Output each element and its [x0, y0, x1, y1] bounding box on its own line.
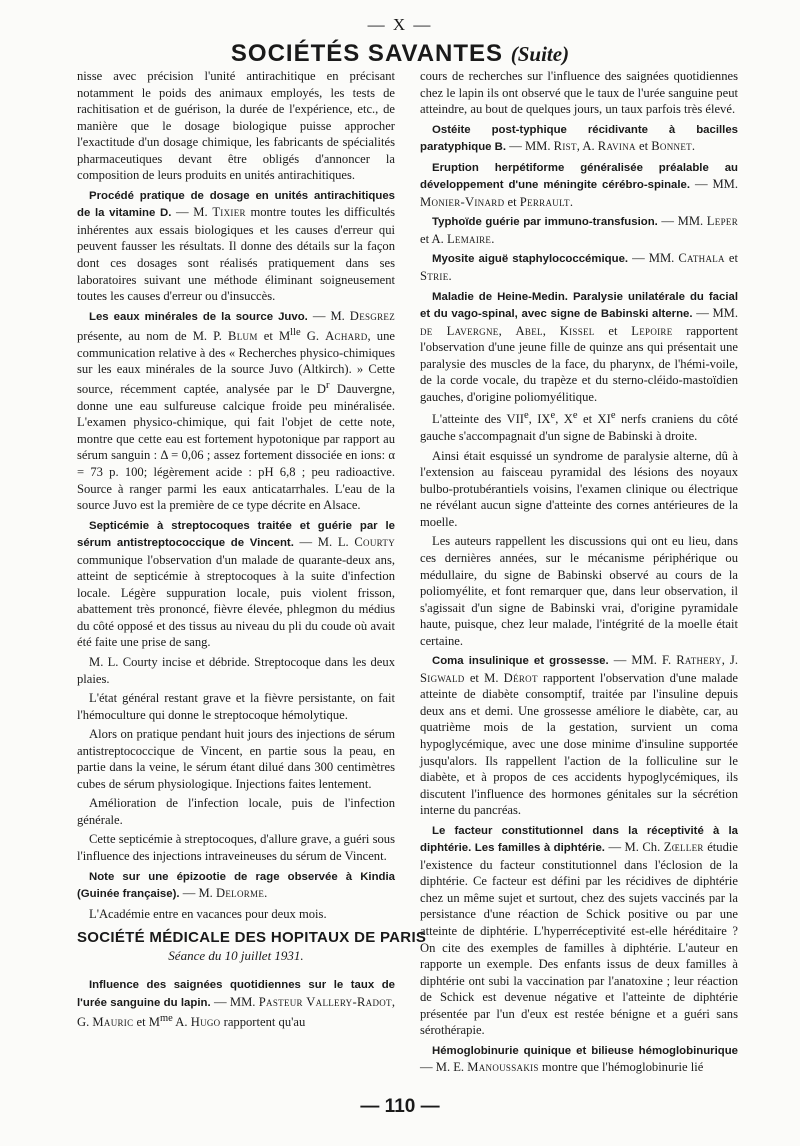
report-title: Coma insulinique et grossesse. — [432, 655, 609, 668]
paragraph: Cette septicémie à streptocoques, d'allure grave, a guéri sous l'influence des injections intraveineuses du sérum de Vincent. — [77, 832, 395, 863]
page-number: — 110 — — [360, 1096, 440, 1117]
paragraph: Ainsi était esquissé un syndrome de paralysie alterne, dû à l'extension au faisceau pyramidal des lésions des noyaux bulbo-protubérantiels voisins, l'examen clinique ou électrique ne révélant aucun signe d'atteinte des cornes antérieures de la moelle. — [420, 448, 738, 529]
report-title: Eruption herpétiforme généralisée préalable au développement d'une méningite cérébro-spinale. — [420, 161, 738, 192]
left-column — [77, 68, 427, 1034]
author-name: Mauric — [92, 1015, 134, 1030]
author-name: Delorme — [215, 886, 265, 901]
author-name: Sigwald — [420, 670, 465, 685]
session-date: Séance du 10 juillet 1931. — [168, 947, 304, 963]
author-name: Manoussakis — [467, 1060, 539, 1075]
section-heading: SOCIÉTÉ MÉDICALE DES HOPITAUX DE PARIS — [77, 929, 427, 947]
report-title: Le facteur constitutionnel dans la réceptivité à la diphtérie. Les familles à diphtérie. — [420, 824, 738, 855]
paragraph: Amélioration de l'infection locale, puis de l'infection générale. — [77, 796, 395, 827]
author-name: Rathery — [676, 653, 722, 668]
paragraph: Influence des saignées quotidiennes sur le taux de l'urée sanguine du lapin. — MM. Pasteur Vallery-Radot, G. Mauric et $M^{me}$ A. Hugo rapportent qu'au — [77, 979, 395, 1030]
page-title-main: SOCIÉTÉS SAVANTES — [230, 40, 504, 67]
author-name: Monier-Vinard — [420, 194, 505, 209]
author-name: Desgrez — [349, 308, 395, 323]
author-name: Cathala — [678, 251, 725, 266]
header-section-number: — X — — [367, 15, 433, 34]
author-name: Achard — [325, 329, 368, 344]
report-title: Typhoïde guérie par immuno-transfusion. — [432, 216, 658, 229]
page-title — [0, 40, 800, 68]
paragraph: Procédé pratique de dosage en unités antirachitiques de la vitamine D. — M. Tixier montre toutes les difficultés inhérentes aux essais biologiques et les causes d'erreur qui peuvent fausser les résultats. Il donne des détails sur la façon dont ces dosages sont réalisés pratiquement dans ses laboratoires suivant une méthode éliminant soigneusement toutes les causes d'erreur ou d'insuccès. — [77, 189, 395, 304]
report-title: Hémoglobinurie quinique et bilieuse hémoglobinurique — [432, 1044, 738, 1057]
author-name: Tixier — [212, 205, 246, 220]
paragraph: Eruption herpétiforme généralisée préalable au développement d'une méningite cérébro-spinale. — MM. Monier-Vinard et Perrault. — [420, 161, 739, 209]
author-name: Courty — [354, 535, 396, 550]
paragraph: Myosite aiguë staphylococcémique. — MM. Cathala et Strie. — [420, 251, 738, 284]
author-name: Ravina — [597, 139, 636, 154]
report-title: Septicémie à streptocoques traitée et guérie par le sérum antistreptococcique de Vincent. — [77, 519, 395, 550]
paragraph: M. L. Courty incise et débride. Streptocoque dans les deux plaies. — [77, 654, 395, 686]
paragraph: Les auteurs rappellent les discussions qui ont eu lieu, dans ces dernières années, sur le mécanisme périphérique ou médullaire, du signe de Babinski observé au cours de la poliomyélite, et font remarquer que, dans leur observation, il s'agissait d'un signe de Babinski vrai, d'origine pyramidale haute, puisque, chez leur malade, l'intégrité de la moelle était certaine. — [420, 534, 738, 648]
report-title: Procédé pratique de dosage en unités antirachitiques de la vitamine D. — [77, 189, 395, 220]
author-name: Lemaire — [446, 231, 492, 246]
paragraph: L'état général restant grave et la fièvre persistante, on fait l'hémoculture qui donne le streptocoque hémolytique. — [77, 691, 395, 722]
paragraph: L'Académie entre en vacances pour deux mois. — [89, 906, 327, 921]
author-name: Perrault — [519, 194, 570, 209]
author-name: Lepoire — [631, 323, 673, 338]
paragraph: Maladie de Heine-Medin. Paralysie unilatérale du facial et du vago-spinal, avec signe de Babinski alterne. — MM. de Lavergne, Abel, Kissel et Lepoire rapportent l'observation d'une jeune fille de quinze ans qui présentait une paralysie des muscles de la face, du pharynx, de l'hémi-voile, de la corde vocale, du trapèze et du sterno-cléido-mastoïdien gauches, d'origine poliomyélitique. — [420, 290, 739, 404]
paragraph: Septicémie à streptocoques traitée et guérie par le sérum antistreptococcique de Vincent. — M. L. Courty communique l'observation d'un malade de quarante-deux ans, atteint de septicémie à streptocoques à la suite d'infection locale. Légère suppuration locale, puis violent frisson, abattement très prononcé, fièvre élevée, phlegmon du médius du côté opposé et des tissus au niveau du pli du coude où avait été faite une prise de sang. — [77, 519, 396, 650]
author-name: de Lavergne — [420, 323, 499, 338]
author-name: Pasteur Vallery-Radot — [258, 994, 392, 1009]
paragraph: Le facteur constitutionnel dans la réceptivité à la diphtérie. Les familles à diphtérie. — M. Ch. Zœller étudie l'existence du facteur constitutionnel dans l'éclosion de la diphtérie. Ce facteur est défini par les récidives de diphtérie chez un même sujet et surtout, chez des sujets vaccinés par la persistance d'une réaction de Schick positive ou par une atteinte de diphtérie. L'hyperréceptivité est-elle héréditaire ? On cite des exemples de familles à diphtérie. L'auteur en rapporte un exemple. Des enfants issus de deux familles à diphtérie ont subi la vaccination par l'anatoxine ; leur réaction de Schick est devenue négative et l'atteinte de diphtérie présentée par l'un d'eux est restée bénigne et a guéri sans sérothérapie. — [420, 824, 738, 1038]
report-title: Influence des saignées quotidiennes sur le taux de l'urée sanguine du lapin. — [77, 979, 395, 1009]
author-name: Strie — [420, 269, 449, 284]
paragraph: Alors on pratique pendant huit jours des injections de sérum antistreptococcique de Vincent, en partie sous la peau, en partie dans la veine, le sérum étant dilué dans 300 centimètres cubes de sérum physiologique. Injections faites lentement. — [77, 727, 395, 791]
author-name: Bonnet — [651, 139, 692, 154]
page-title-suite: (Suite) — [510, 42, 570, 66]
paragraph: Typhoïde guérie par immuno-transfusion. — MM. Leper et A. Lemaire. — [420, 214, 738, 246]
author-name: Leper — [706, 214, 738, 229]
author-name: Zœller — [663, 840, 704, 855]
report-title: Myosite aiguë staphylococcémique. — [432, 253, 629, 266]
author-name: Dérot — [503, 670, 538, 685]
paragraph: Ostéite post-typhique récidivante à bacilles paratyphique B. — MM. Rist, A. Ravina et Bonnet. — [420, 123, 738, 154]
author-name: Kissel — [559, 323, 595, 338]
paragraph: nisse avec précision l'unité antirachitique en précisant notamment le poids des animaux employés, les tests de rachitisation et de guérison, la durée de l'expérience, etc., de manière que le dosage biologique puisse approcher l'exactitude d'un dosage chimique, les fabricants de spécialités pharmaceutiques devant être obligés d'annoncer la composition de leurs produits en unités antirachitiques. — [77, 69, 395, 183]
paragraph: Note sur une épizootie de rage observée à Kindia (Guinée française). — M. Delorme. — [77, 870, 395, 901]
paragraph: cours de recherches sur l'influence des saignées quotidiennes chez le lapin ils ont observé que le taux de l'urée sanguine peut atteindre, au bout de quelques jours, un taux parfois très élevé. — [420, 69, 738, 117]
report-title: Ostéite post-typhique récidivante à bacilles paratyphique B. — [420, 123, 738, 154]
paragraph: Coma insulinique et grossesse. — MM. F. Rathery, J. Sigwald et M. Dérot rapportent l'observation d'une malade atteinte de diabète consomptif, traitée par l'insuline depuis deux ans et demi. Une grossesse améliore le diabète, car, au quatrième mois de la gestation, survient un coma hypoglycémique, avec une dose minime d'insuline supportée jusqu'alors. Ils rappellent l'action de la folliculine sur le diabète, et à propos de ces accidents hypoglycémiques, ils discutent l'influence des hormones génitales sur la sécrétion interne du pancréas. — [420, 653, 738, 818]
report-title: Maladie de Heine-Medin. Paralysie unilatérale du facial et du vago-spinal, avec signe de Babinski alterne. — [420, 290, 738, 321]
report-title: Les eaux minérales de la source Juvo. — [89, 310, 308, 323]
author-name: Hugo — [190, 1015, 221, 1030]
author-name: Abel — [515, 323, 543, 338]
author-name: Blum — [228, 329, 258, 344]
paragraph: L'atteinte des VIIe, IXe, Xe et XIe nerfs craniens du côté gauche s'accompagnait d'un signe de Babinski à droite. — [420, 410, 738, 444]
author-name: Rist — [553, 139, 577, 154]
paragraph: Hémoglobinurie quinique et bilieuse hémoglobinurique — M. E. Manoussakis montre que l'hémoglobinurie lié — [420, 1044, 738, 1075]
right-column — [420, 68, 738, 1079]
paragraph: Les eaux minérales de la source Juvo. — M. Desgrez présente, au nom de M. P. Blum et $M^{lle}$ G. Achard, une communication relative à des « Recherches physico-chimiques sur les eaux minérales de la source Juvo (Altkirch). » Cette source, récemment captée, analysée par le $D^r$ Dauvergne, donne une eau sulfureuse calcique froide peu minéralisée. L'examen physico-chimique, qui fait l'objet de cette note, montre que cette eau est fortement hypotonique par rapport au sérum sanguin : Δ = 0,06 ; assez fortement dissociée en ions: α = 73 p. 100; légèrement acide : pH 6,8 ; peu radioactive. Source à ranger parmi les eaux anticatarrhales. L'eau de la source Juvo est la première de ce type décrite en Alsace. — [77, 308, 395, 513]
report-title: Note sur une épizootie de rage observée à Kindia (Guinée française). — [77, 870, 395, 901]
